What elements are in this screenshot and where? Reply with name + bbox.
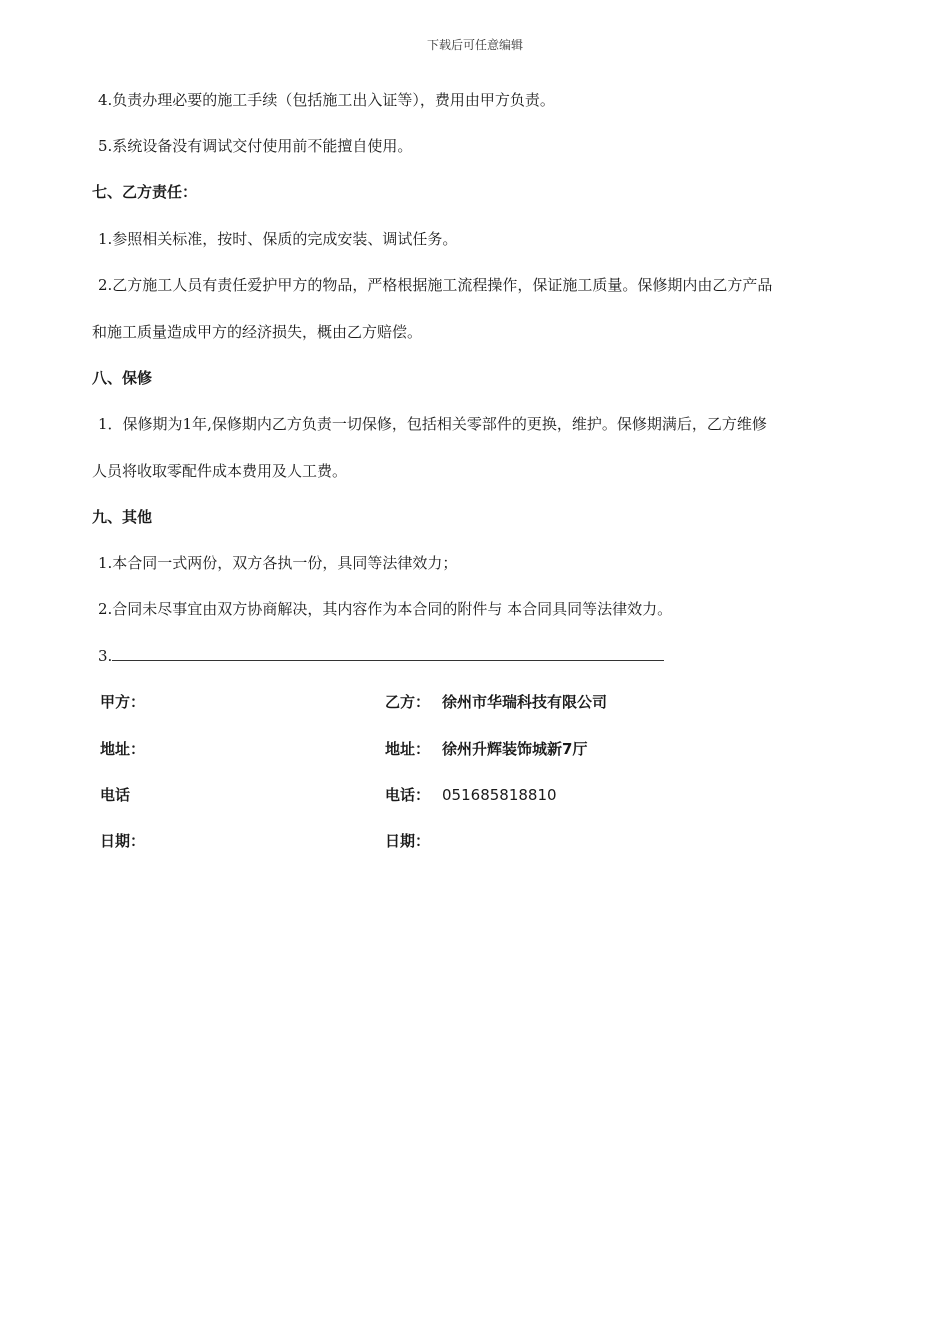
clause-9-item-3 (92, 633, 868, 679)
phone-b-label: 电话： (385, 786, 431, 804)
address-b-value: 徐州升辉装饰城新7厅 (442, 740, 588, 758)
section-7-heading: 七、乙方责任： (92, 183, 198, 201)
date-a-label: 日期： (100, 832, 146, 850)
signature-row-party (100, 691, 860, 715)
clause-8-item-1-line-1: 1．保修期为1年,保修期内乙方负责一切保修，包括相关零部件的更换，维护。保修期满后，乙方维修 (98, 415, 767, 433)
signature-row-phone (100, 784, 860, 808)
clause-7-item-2-line-1: 2.乙方施工人员有责任爱护甲方的物品，严格根据施工流程操作，保证施工质量。保修期内由乙方产品 (98, 276, 773, 294)
address-a-label: 地址： (100, 740, 146, 758)
clause-7-item-1: 1.参照相关标准，按时、保质的完成安装、调试任务。 (98, 230, 458, 248)
phone-b (385, 784, 557, 805)
section-9-heading: 九、其他 (92, 508, 153, 526)
party-b (385, 691, 607, 712)
clause-8-item-1-line-2: 人员将收取零配件成本费用及人工费。 (92, 462, 348, 480)
signature-row-address (100, 738, 860, 762)
clause-6-item-5: 5.系统设备没有调试交付使用前不能擅自使用。 (98, 137, 413, 155)
phone-b-value: 051685818810 (442, 786, 557, 804)
clause-9-item-2: 2.合同未尽事宜由双方协商解决，其内容作为本合同的附件与 本合同具同等法律效力。 (98, 600, 673, 618)
phone-a-label: 电话 (100, 786, 131, 804)
party-b-label: 乙方： (385, 693, 431, 711)
party-a-label: 甲方： (100, 693, 146, 711)
page-header-watermark: 下载后可任意编辑 (426, 38, 523, 52)
date-b (385, 830, 430, 851)
address-b-label: 地址： (385, 740, 431, 758)
clause-7-item-2-line-2: 和施工质量造成甲方的经济损失，概由乙方赔偿。 (92, 323, 423, 341)
blank-fill-line (112, 646, 664, 661)
date-b-label: 日期： (385, 832, 431, 850)
clause-9-item-3-number: 3. (98, 647, 113, 665)
section-8-heading: 八、保修 (92, 369, 153, 387)
address-b (385, 738, 587, 759)
signature-row-date (100, 830, 860, 854)
clause-6-item-4: 4.负责办理必要的施工手续（包括施工出入证等），费用由甲方负责。 (98, 91, 555, 109)
party-b-name: 徐州市华瑞科技有限公司 (442, 693, 608, 711)
clause-9-item-1: 1.本合同一式两份，双方各执一份，具同等法律效力； (98, 554, 458, 572)
